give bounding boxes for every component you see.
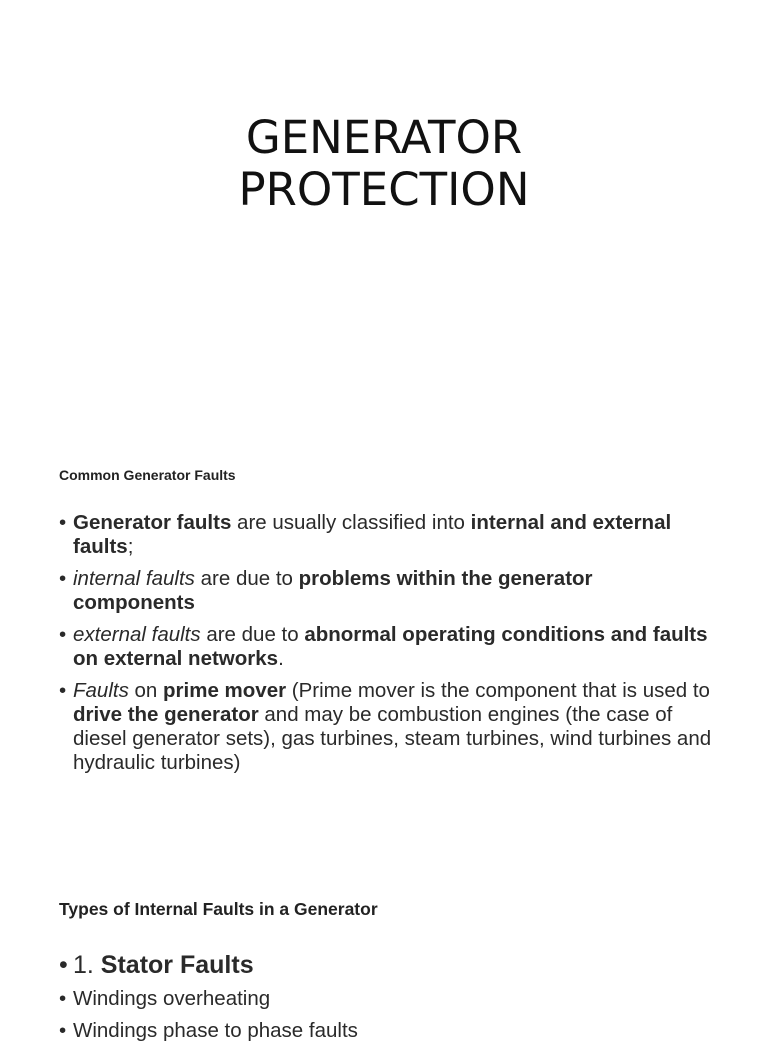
- slide-title-line-2: PROTECTION: [238, 163, 530, 216]
- list-item: [59, 950, 719, 981]
- slide-title: [0, 112, 768, 216]
- body-text: Windings phase to phase faults: [73, 1019, 358, 1042]
- body-text: and may be combustion engines (the case of diesel generator sets), gas turbines, steam turbines, wind turbines and hydraulic turbines): [73, 703, 712, 774]
- emphasis-text: Stator Faults: [100, 951, 254, 979]
- list-item: [59, 623, 719, 671]
- body-text: (Prime mover is the component that is used to: [286, 679, 710, 702]
- section-heading-common-faults: Common Generator Faults: [59, 467, 236, 483]
- italic-text: external faults: [73, 623, 201, 646]
- body-text: Windings overheating: [73, 987, 271, 1010]
- emphasis-text: drive the generator: [73, 703, 259, 726]
- bullet-icon: •: [59, 679, 67, 702]
- list-item: [59, 1019, 719, 1043]
- list-item: [59, 567, 719, 615]
- emphasis-text: prime mover: [163, 679, 287, 702]
- slide-title-line-1: GENERATOR: [245, 111, 523, 164]
- list-item: [59, 987, 719, 1011]
- emphasis-text: abnormal operating conditions and faults on external networks: [73, 623, 708, 670]
- body-text: are due to: [194, 567, 299, 590]
- italic-text: internal faults: [73, 567, 195, 590]
- list-item: [59, 679, 719, 775]
- body-text: ;: [127, 535, 134, 558]
- internal-faults-list: [59, 950, 719, 1051]
- bullet-icon: •: [59, 511, 67, 534]
- body-text: are due to: [200, 623, 305, 646]
- bullet-icon: •: [59, 567, 67, 590]
- emphasis-text: Generator faults: [73, 511, 232, 534]
- list-item: [59, 511, 719, 559]
- emphasis-text: problems within the generator components: [73, 567, 593, 614]
- bullet-icon: •: [59, 1019, 67, 1042]
- bullet-icon: •: [59, 951, 68, 979]
- bullet-icon: •: [59, 623, 67, 646]
- emphasis-text: internal and external faults: [73, 511, 672, 558]
- bullet-icon: •: [59, 987, 67, 1010]
- body-text: on: [128, 679, 164, 702]
- section-heading-internal-faults: Types of Internal Faults in a Generator: [59, 899, 378, 919]
- italic-text: Faults: [73, 679, 129, 702]
- item-number: 1.: [73, 951, 101, 979]
- body-text: are usually classified into: [231, 511, 471, 534]
- body-text: .: [278, 647, 284, 670]
- common-faults-list: [59, 511, 719, 783]
